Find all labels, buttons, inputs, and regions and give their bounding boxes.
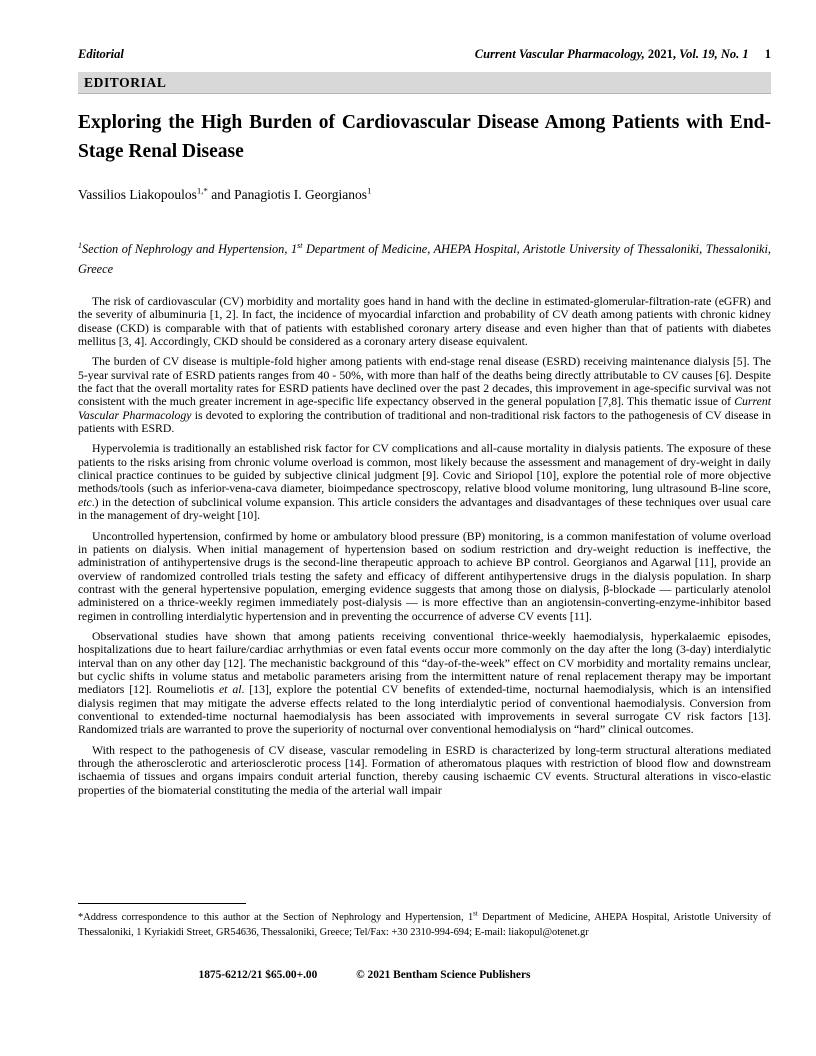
correspondence-text: *Address correspondence to this author at the Section of Nephrology and Hypertension, 1st Department of Medicine, AHEPA Hospital, Aristotle University of Thessaloniki, 1 Kyriakidi Street, GR54636, Thessaloniki, Greece; Tel/Fax: +30 2310-994-694; E-mail: liakopul@otenet.gr bbox=[78, 910, 771, 938]
running-head-left: Editorial bbox=[78, 47, 124, 61]
issn-price: 1875-6212/21 $65.00+.00 bbox=[198, 969, 318, 981]
article-body bbox=[78, 295, 771, 797]
paragraph: Uncontrolled hypertension, confirmed by home or ambulatory blood pressure (BP) monitoring, is a common manifestation of volume overload in patients on dialysis. When initial management of hypertension based on sodium restriction and dry-weight reduction is ineffective, the administration of antihypertensive drugs is the second-line therapeutic approach to achieve BP control. Georgianos and Agarwal [11], provide an overview of randomized controlled trials testing the safety and efficacy of different antihypertensive drugs in the dialysis population. In sharp contrast with the general hypertensive population, emerging evidence suggests that among those on dialysis, β-blockade — particularly atenolol administered on a thrice-weekly regimen immediately post-dialysis — is more effective than an angiotensin-converting-enzyme-inhibitor based regimen in controlling interdialytic hypertension and in preventing the occurrence of adverse CV events [11]. bbox=[78, 529, 771, 623]
authors-line: Vassilios Liakopoulos$^{1,*}$ and Panagiotis I. Georgianos$^1$ bbox=[78, 185, 372, 202]
section-bar bbox=[78, 72, 771, 94]
page-footer bbox=[78, 969, 771, 981]
correspondence-footnote bbox=[78, 903, 771, 940]
page-number: 1 bbox=[764, 47, 771, 61]
paragraph: Hypervolemia is traditionally an established risk factor for CV complications and all-cause mortality in dialysis patients. The exposure of these patients to the risks arising from chronic volume overload is common, most likely because the assessment and management of dry-weight in daily clinical practice continues to be guided by subjective clinical judgment [9]. Covic and Siriopol [10], explore the potential role of more objective methods/tools (such as inferior-vena-cava diameter, bioimpedance spectroscopy, relative blood volume monitoring, lung ultrasound B-line score, etc.) in the detection of subclinical volume expansion. This article considers the advantages and disadvantages of these techniques over usual care in the management of dry-weight [10]. bbox=[78, 442, 771, 523]
paragraph: With respect to the pathogenesis of CV disease, vascular remodeling in ESRD is characterized by long-term structural alterations mediated through the atherosclerotic and arteriosclerotic process [14]. Formation of atheromatous plaques with restriction of blood flow and downstream ischaemia of tissues and organs impairs conduit arterial function, thereby causing ischaemic CV events. Structural alterations in visco-elastic properties of the biomaterial constituting the media of the arterial wall impair bbox=[78, 743, 771, 797]
page-header bbox=[78, 47, 771, 62]
paragraph: The burden of CV disease is multiple-fold higher among patients with end-stage renal disease (ESRD) receiving maintenance dialysis [5]. The 5-year survival rate of ESRD patients ranges from 40 - 50%, with more than half of the deaths being directly attributable to CV causes [6]. Despite the fact that the overall mortality rates for ESRD patients have declined over the past 2 decades, this improvement in age-specific survival was not consistent with the much greater increment in age-specific life expectancy observed in the general population [7,8]. This thematic issue of Current Vascular Pharmacology is devoted to exploring the contribution of traditional and non-traditional risk factors to the pathogenesis of CV disease in patients with ESRD. bbox=[78, 355, 771, 436]
section-bar-label: EDITORIAL bbox=[84, 75, 167, 90]
citation-text: Current Vascular Pharmacology, 2021, Vol. 19, No. 1 bbox=[474, 47, 749, 61]
paragraph: The risk of cardiovascular (CV) morbidity and mortality goes hand in hand with the decline in estimated-glomerular-filtration-rate (eGFR) and the severity of albuminuria [1, 2]. In fact, the incidence of myocardial infarction and probability of CV death among patients with chronic kidney disease (CKD) is comparable with that of patients with established coronary artery disease and even higher than that of patients with diabetes mellitus [3, 4]. Accordingly, CKD should be considered as a coronary artery disease equivalent. bbox=[78, 295, 771, 349]
article-title: Exploring the High Burden of Cardiovascular Disease Among Patients with End-Stage Renal Disease bbox=[78, 112, 771, 162]
paragraph: Observational studies have shown that among patients receiving conventional thrice-weekly haemodialysis, hyperkalaemic episodes, hospitalizations due to heart failure/cardiac arrhythmias or even fatal events occur more commonly on the day after the long (3-day) interdialytic interval than on any other day [12]. The mechanistic background of this “day-of-the-week” effect on CV morbidity and mortality remains unclear, but cyclic shifts in volume status and metabolic parameters arising from the intermittent nature of renal replacement therapy may be important mediators [12]. Roumeliotis et al. [13], explore the potential CV benefits of extended-time, nocturnal haemodialysis, which is an intensified dialysis regimen that may mitigate the adverse effects related to the long interdialytic period of conventional haemodialysis. Conversion from conventional to extended-time nocturnal haemodialysis has been associated with improvements in several surrogate CV risk factors [13]. Randomized trials are warranted to prove the superiority of nocturnal over conventional hemodialysis on “hard” clinical outcomes. bbox=[78, 629, 772, 737]
copyright: © 2021 Bentham Science Publishers bbox=[356, 969, 531, 981]
journal-citation bbox=[475, 47, 771, 62]
footnote-divider bbox=[78, 903, 246, 904]
affiliation: $^1$Section of Nephrology and Hypertension, 1st Department of Medicine, AHEPA Hospital, Aristotle University of Thessaloniki, Thessaloniki, Greece bbox=[78, 240, 771, 276]
